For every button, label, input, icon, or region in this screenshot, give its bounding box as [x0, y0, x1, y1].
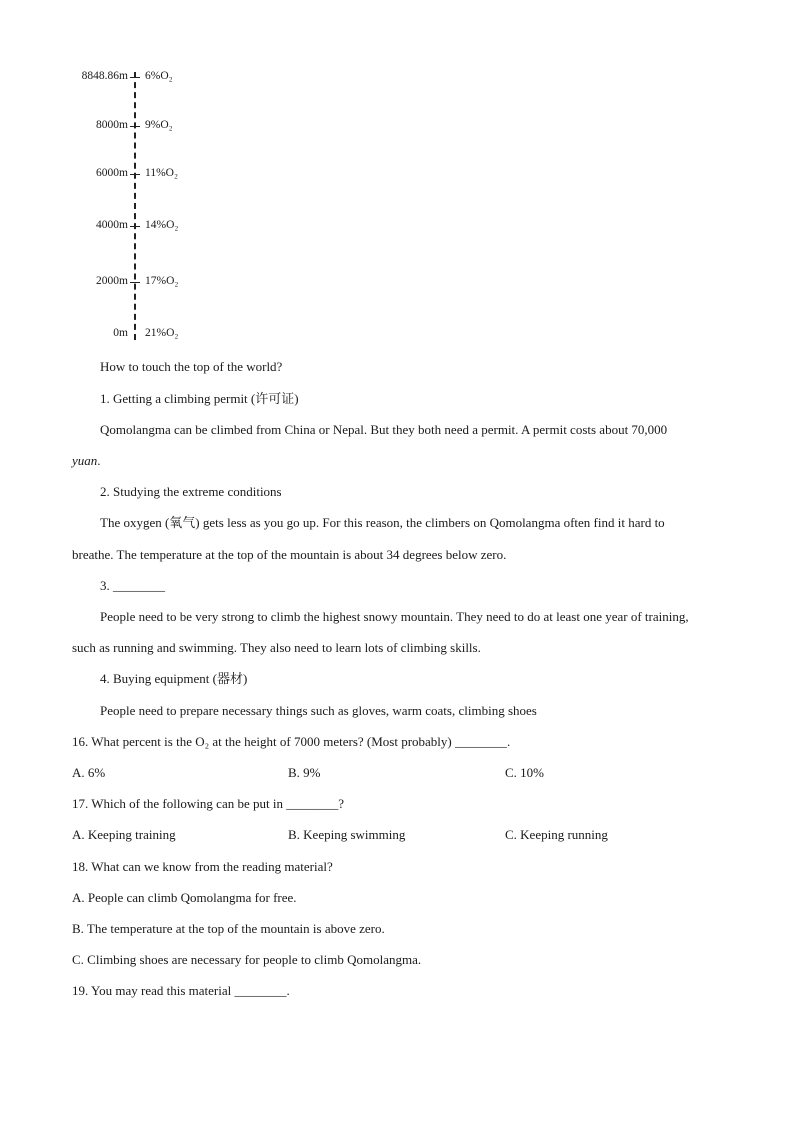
section-3-body-line1: People need to be very strong to climb the highest snowy mountain. They need to do at least one year of training, [100, 609, 689, 624]
level-2000 [60, 275, 220, 291]
level-sea [60, 327, 220, 343]
q16-option-b: B. 9% [288, 765, 321, 780]
altitude-label: 8000m [96, 119, 128, 131]
section-4-heading: 4. Buying equipment (器材) [100, 671, 248, 686]
q16-option-a: A. 6% [72, 765, 106, 780]
section-3-heading: 3. ________ [100, 578, 165, 593]
question-18: 18. What can we know from the reading material? [72, 859, 333, 874]
altitude-label: 4000m [96, 219, 128, 231]
oxygen-label: 6%O₂ [145, 70, 173, 82]
section-4-body: People need to prepare necessary things such as gloves, warm coats, climbing shoes [100, 703, 537, 718]
altitude-label: 2000m [96, 275, 128, 287]
section-1-heading: 1. Getting a climbing permit (许可证) [100, 391, 299, 406]
q17-option-c: C. Keeping running [505, 827, 608, 842]
level-4000 [60, 219, 220, 235]
axis-tick [130, 126, 140, 127]
oxygen-label: 17%O₂ [145, 275, 179, 287]
q17-option-b: B. Keeping swimming [288, 827, 406, 842]
altitude-label: 8848.86m [81, 70, 128, 82]
section-1-period: . [97, 453, 101, 468]
oxygen-label: 9%O₂ [145, 119, 173, 131]
section-3-body-line2: such as running and swimming. They also need to learn lots of climbing skills. [72, 640, 481, 655]
level-6000 [60, 167, 220, 183]
altitude-label: 0m [113, 327, 128, 339]
oxygen-label: 14%O₂ [145, 219, 179, 231]
section-1-body [100, 421, 667, 439]
q18-option-c: C. Climbing shoes are necessary for people to climb Qomolangma. [72, 952, 422, 967]
level-summit [60, 70, 220, 86]
q17-option-a: A. Keeping training [72, 827, 176, 842]
axis-tick [130, 77, 140, 78]
question-16: 16. What percent is the O₂ at the height of 7000 meters? (Most probably) ________. [72, 734, 511, 749]
section-2-body-line2: breathe. The temperature at the top of the mountain is about 34 degrees below zero. [72, 547, 507, 562]
altitude-oxygen-diagram [60, 64, 220, 349]
axis-tick [130, 282, 140, 283]
axis-tick [130, 174, 140, 175]
altitude-axis [134, 72, 136, 340]
oxygen-label: 11%O₂ [145, 167, 178, 179]
reading-title: How to touch the top of the world? [100, 359, 283, 374]
q16-option-c: C. 10% [505, 765, 544, 780]
altitude-label: 6000m [96, 167, 128, 179]
currency-word: yuan [72, 453, 98, 468]
q18-option-a: A. People can climb Qomolangma for free. [72, 890, 297, 905]
q18-option-b: B. The temperature at the top of the mountain is above zero. [72, 921, 385, 936]
oxygen-label: 21%O₂ [145, 327, 179, 339]
section-2-heading: 2. Studying the extreme conditions [100, 484, 282, 499]
level-8000 [60, 119, 220, 135]
section-1-body-end [72, 452, 101, 470]
axis-tick [130, 226, 140, 227]
question-17: 17. Which of the following can be put in ________? [72, 796, 344, 811]
section-1-body-text: Qomolangma can be climbed from China or Nepal. But they both need a permit. A permit costs about 70,000 [100, 422, 668, 437]
question-19: 19. You may read this material ________. [72, 983, 290, 998]
section-2-body-line1: The oxygen (氧气) gets less as you go up. For this reason, the climbers on Qomolangma often find it hard to [100, 515, 665, 530]
